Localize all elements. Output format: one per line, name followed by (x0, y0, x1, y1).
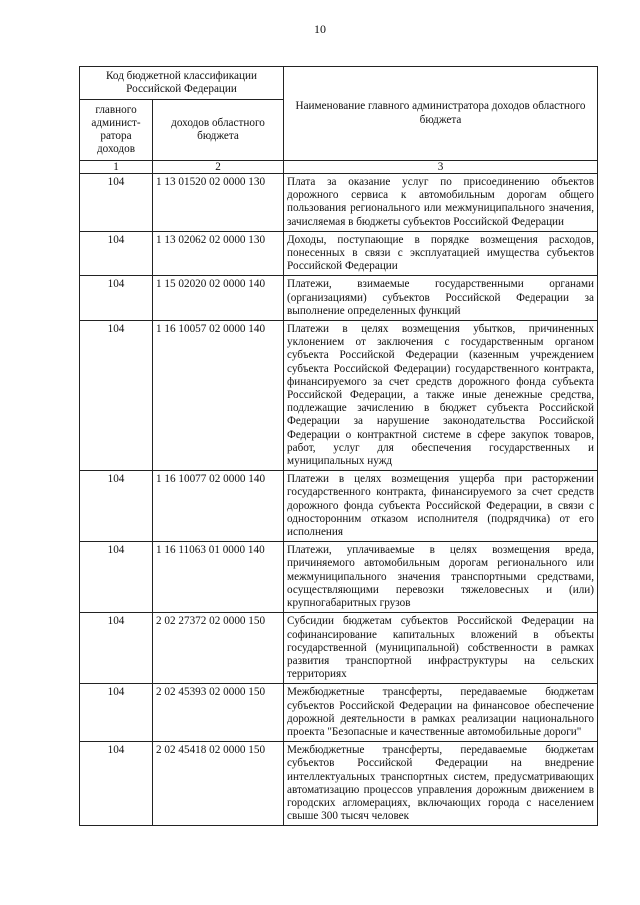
revenue-code-cell: 1 15 02020 02 0000 140 (153, 276, 284, 321)
table-row (80, 276, 598, 321)
revenue-code-cell: 2 02 45393 02 0000 150 (153, 684, 284, 742)
revenue-name-cell: Межбюджетные трансферты, передаваемые бюджетам субъектов Российской Федерации на финансовое обеспечение дорожной деятельности в рамках реализации национального проекта "Безопасные и качественные автомобильные дороги" (284, 684, 598, 742)
table-row (80, 742, 598, 826)
table-row (80, 613, 598, 684)
revenue-name-cell: Субсидии бюджетам субъектов Российской Федерации на софинансирование капитальных вложений в объекты государственной (муниципальной) собственности в рамках развития транспортной инфраструктуры на сельских территориях (284, 613, 598, 684)
table-row (80, 321, 598, 471)
admin-code-cell: 104 (80, 174, 153, 232)
revenue-name-cell: Межбюджетные трансферты, передаваемые бюджетам субъектов Российской Федерации на внедрение интеллектуальных транспортных систем, предусматривающих автоматизацию процессов управления дорожным движением в городских агломерациях, включающих города с населением свыше 300 тысяч человек (284, 742, 598, 826)
revenue-name-cell: Платежи в целях возмещения ущерба при расторжении государственного контракта, финансируемого за счет средств дорожного фонда субъекта Российской Федерации, в связи с односторонним отказом исполнителя (подрядчика) от его исполнения (284, 471, 598, 542)
table-row (80, 684, 598, 742)
admin-code-cell: 104 (80, 321, 153, 471)
revenue-name-cell: Платежи, взимаемые государственными органами (организациями) субъектов Российской Федерации за выполнение определенных функций (284, 276, 598, 321)
revenue-name-cell: Платежи, уплачиваемые в целях возмещения вреда, причиняемого автомобильным дорогам регионального или межмуниципального значения транспортными средствами, осуществляющими перевозки тяжеловесных и (или) крупногабаритных грузов (284, 542, 598, 613)
budget-classification-table (79, 66, 598, 826)
admin-code-cell: 104 (80, 613, 153, 684)
revenue-code-cell: 1 13 02062 02 0000 130 (153, 231, 284, 276)
table-row (80, 231, 598, 276)
page-number: 10 (314, 22, 326, 36)
header-main-administrator: главного админист-ратора доходов (80, 100, 153, 161)
revenue-code-cell: 1 16 11063 01 0000 140 (153, 542, 284, 613)
revenue-code-cell: 1 13 01520 02 0000 130 (153, 174, 284, 232)
revenue-name-cell: Доходы, поступающие в порядке возмещения расходов, понесенных в связи с эксплуатацией имущества субъектов Российской Федерации (284, 231, 598, 276)
header-name: Наименование главного администратора доходов областного бюджета (284, 67, 598, 161)
column-number: 1 (80, 161, 153, 174)
admin-code-cell: 104 (80, 542, 153, 613)
admin-code-cell: 104 (80, 231, 153, 276)
revenue-code-cell: 1 16 10057 02 0000 140 (153, 321, 284, 471)
admin-code-cell: 104 (80, 471, 153, 542)
admin-code-cell: 104 (80, 684, 153, 742)
header-regional-revenue: доходов областного бюджета (153, 100, 284, 161)
admin-code-cell: 104 (80, 276, 153, 321)
revenue-code-cell: 2 02 45418 02 0000 150 (153, 742, 284, 826)
revenue-name-cell: Плата за оказание услуг по присоединению объектов дорожного сервиса к автомобильным дорогам общего пользования регионального или межмуниципального значения, зачисляемая в бюджеты субъектов Российской Федерации (284, 174, 598, 232)
column-numbers-row (80, 161, 598, 174)
admin-code-cell: 104 (80, 742, 153, 826)
revenue-code-cell: 1 16 10077 02 0000 140 (153, 471, 284, 542)
table-row (80, 471, 598, 542)
column-number: 3 (284, 161, 598, 174)
revenue-name-cell: Платежи в целях возмещения убытков, причиненных уклонением от заключения с государственным органом субъекта Российской Федерации (казенным учреждением субъекта Российской Федерации) государственного контракта, финансируемого за счет средств дорожного фонда субъекта Российской Федерации, а также иные денежные средства, подлежащие зачислению в бюджет субъекта Российской Федерации за нарушение законодательства Российской Федерации о контрактной системе в сфере закупок товаров, работ, услуг для обеспечения государственных и муниципальных нужд (284, 321, 598, 471)
table-row (80, 542, 598, 613)
revenue-code-cell: 2 02 27372 02 0000 150 (153, 613, 284, 684)
header-budget-classification: Код бюджетной классификации Российской Федерации (80, 67, 284, 100)
table-row (80, 174, 598, 232)
column-number: 2 (153, 161, 284, 174)
